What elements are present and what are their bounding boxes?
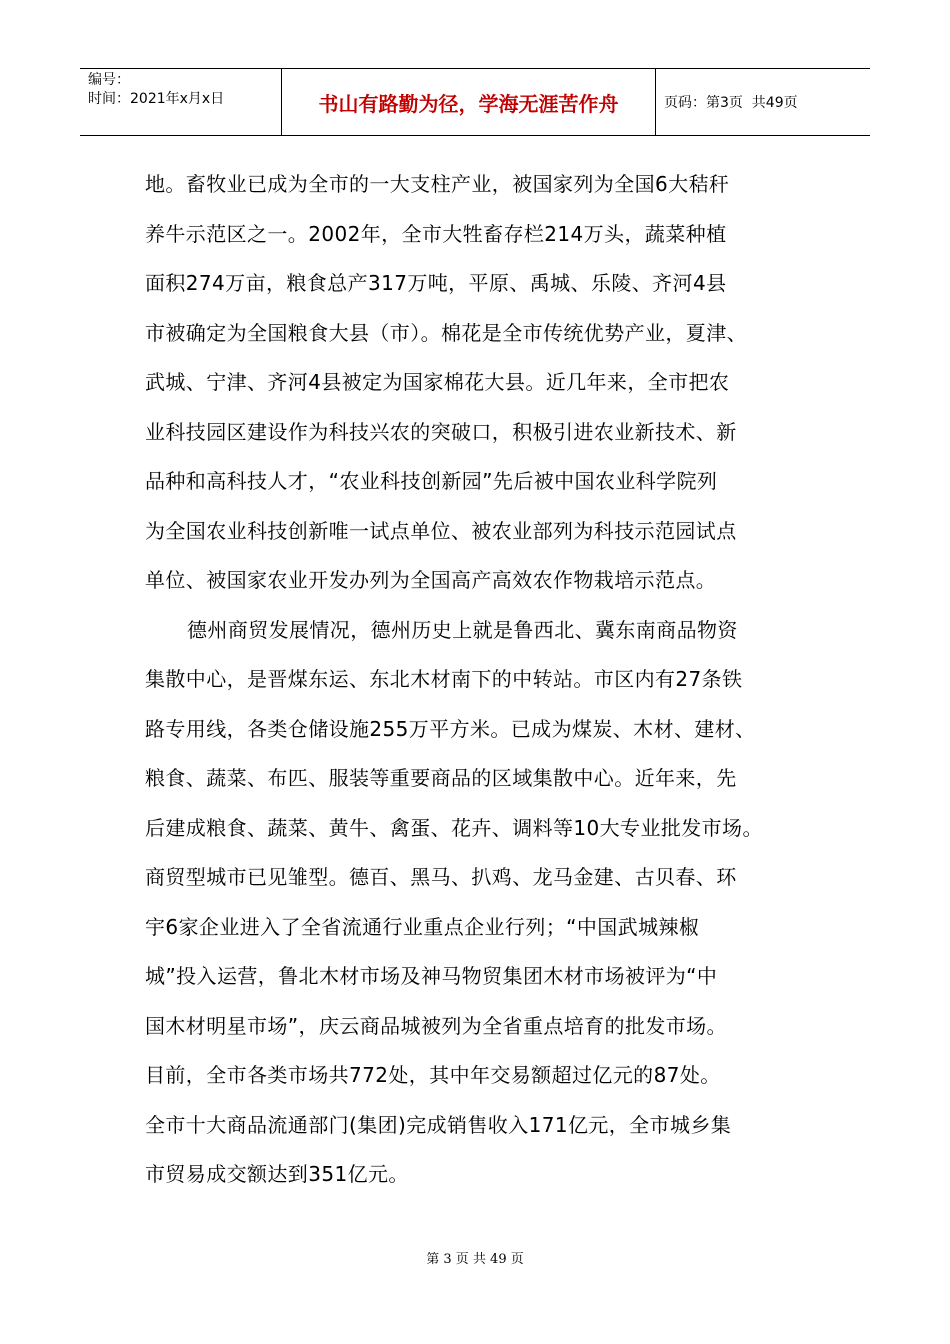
body-line: 路专用线，各类仓储设施255万平方米。已成为煤炭、木材、建材、 [145, 716, 756, 741]
body-line: 全市十大商品流通部门(集团)完成销售收入171亿元，全市城乡集 [145, 1112, 732, 1137]
body-line: 集散中心，是晋煤东运、东北木材南下的中转站。市区内有27条铁 [145, 667, 743, 691]
document-body [145, 160, 825, 1200]
body-line: 目前，全市各类市场共772处，其中年交易额超过亿元的87处。 [145, 1063, 721, 1087]
body-line: 商贸型城市已见雏型。德百、黑马、扒鸡、龙马金建、古贝春、环 [145, 865, 737, 889]
body-line: 面积274万亩，粮食总产317万吨，平原、禹城、乐陵、齐河4县 [145, 271, 727, 295]
document-time-label: 时间：2021年x月x日 [88, 91, 225, 107]
body-line: 市贸易成交额达到351亿元。 [145, 1162, 409, 1186]
header-page-info-cell [656, 69, 870, 135]
body-line: 为全国农业科技创新唯一试点单位、被农业部列为科技示范园试点 [145, 518, 737, 543]
header-page-info: 页码：第3页 共49页 [664, 95, 798, 111]
body-line: 国木材明星市场”，庆云商品城被列为全省重点培育的批发市场。 [145, 1013, 727, 1038]
header-meta-cell [80, 69, 282, 135]
body-line: 养牛示范区之一。2002年，全市大牲畜存栏214万头，蔬菜种植 [145, 221, 727, 246]
body-line: 品种和高科技人才，“农业科技创新园”先后被中国农业科学院列 [145, 469, 718, 493]
document-number-label: 编号： [88, 72, 130, 88]
body-line: 粮食、蔬菜、布匹、服装等重要商品的区域集散中心。近年来，先 [145, 766, 737, 790]
page-header [80, 68, 870, 136]
body-line: 城”投入运营，鲁北木材市场及神马物贸集团木材市场被评为“中 [145, 964, 718, 988]
paragraph-start-line: 德州商贸发展情况，德州历史上就是鲁西北、冀东南商品物资 [187, 617, 738, 642]
body-line: 市被确定为全国粮食大县（市）。棉花是全市传统优势产业，夏津、 [145, 320, 747, 345]
page-footer: 第 3 页 共 49 页 [426, 1252, 524, 1267]
body-line: 业科技园区建设作为科技兴农的突破口，积极引进农业新技术、新 [145, 419, 737, 444]
body-line: 单位、被国家农业开发办列为全国高产高效农作物栽培示范点。 [145, 568, 717, 592]
body-line: 武城、宁津、齐河4县被定为国家棉花大县。近几年来，全市把农 [145, 370, 730, 394]
header-motto: 书山有路勤为径，学海无涯苦作舟 [282, 69, 656, 135]
body-line: 宇6家企业进入了全省流通行业重点企业行列；“中国武城辣椒 [145, 914, 700, 939]
body-line: 后建成粮食、蔬菜、黄牛、禽蛋、花卉、调料等10大专业批发市场。 [145, 815, 763, 840]
body-line: 地。畜牧业已成为全市的一大支柱产业，被国家列为全国6大秸秆 [145, 172, 730, 196]
